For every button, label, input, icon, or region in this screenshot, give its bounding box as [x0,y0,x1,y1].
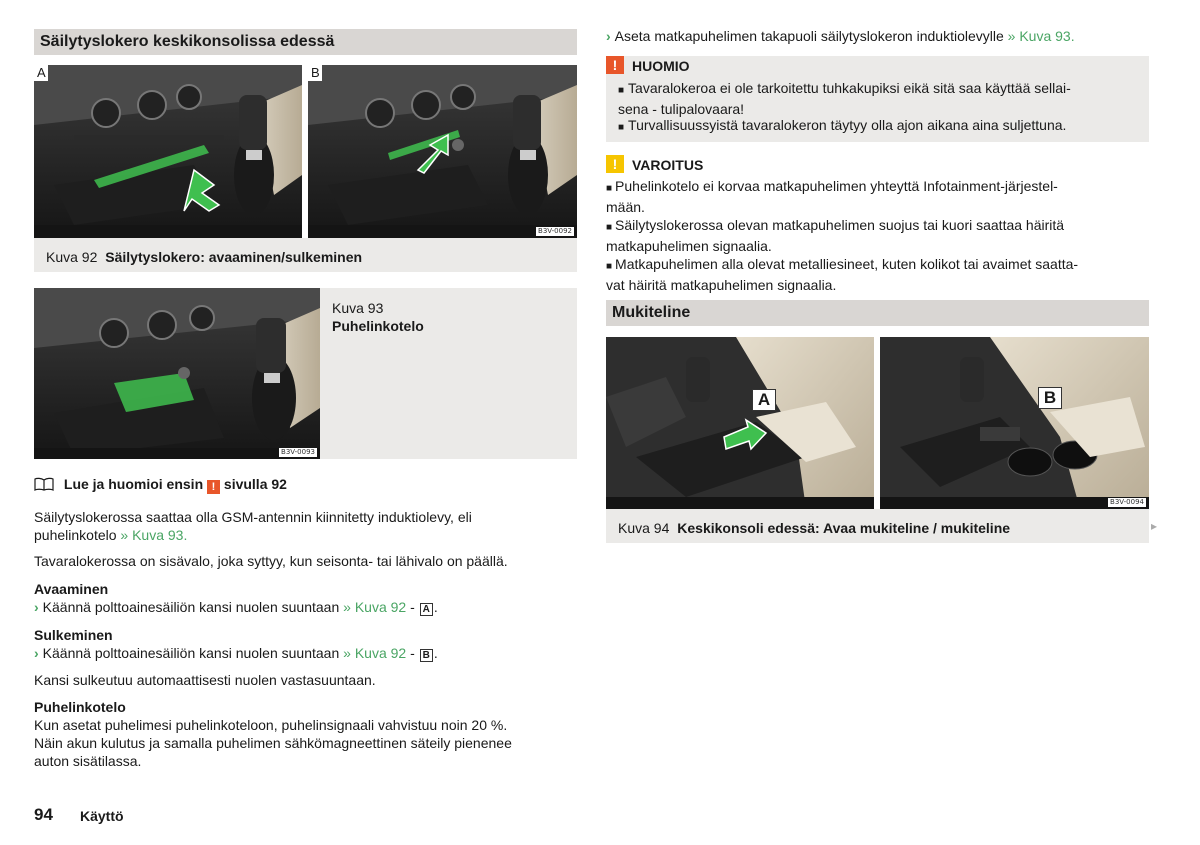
warning-text: Säilytyslokerossa olevan matkapuhelimen suojus tai kuori saattaa häiritä [615,217,1065,233]
step-arrow-icon: › [606,28,611,44]
figure-92-link[interactable]: » Kuva 92 [343,645,407,661]
notice-item [618,79,1143,118]
figure-94-caption [606,509,1149,543]
bullet-icon: ■ [606,183,613,194]
read-first-notice [34,475,577,494]
phone-line-3: auton sisätilassa. [34,753,142,769]
cupholder-photo-b [880,337,1149,509]
warning-text: vat häiritä matkapuhelimen signaalia. [606,277,837,293]
warning-item [606,216,1149,237]
figure-92-panel-a [34,65,302,238]
warning-list [606,177,1149,294]
phone-line-2: Näin akun kulutus ja samalla puhelimen sähkömagneettinen säteily pienenee [34,735,512,751]
heading-opening: Avaaminen [34,581,109,597]
warning-text: Matkapuhelimen alla olevat metalliesineet, kuten kolikot tai avaimet saatta- [615,256,1079,272]
read-first-page: sivulla 92 [223,476,287,492]
figure-label-b: B [311,65,320,80]
figure-94 [606,337,1149,509]
notice-text: Turvallisuussyistä tavaralokeron täytyy olla ajon aikana aina suljettuna. [628,117,1067,133]
bullet-icon: ■ [618,122,625,133]
paragraph-phone-box [34,716,577,770]
warning-text: Puhelinkotelo ei korvaa matkapuhelimen yhteyttä Infotainment-järjestel- [615,178,1058,194]
warning-text: mään. [606,199,645,215]
image-code: B3V-0094 [1110,498,1144,506]
phone-line-1: Kun asetat puhelimesi puhelinkoteloon, puhelinsignaali vahvistuu noin 20 %. [34,717,508,733]
step-closing [34,644,577,662]
figure-93-link[interactable]: » Kuva 93. [1007,28,1075,44]
figure-label-b: B [1038,387,1062,409]
paragraph-auto-close: Kansi sulkeutuu automaattisesti nuolen vastasuuntaan. [34,672,376,688]
page-number: 94 [34,805,53,824]
image-code: B3V-0093 [281,448,315,456]
step-dash: - [410,645,415,661]
figure-label-a: A [752,389,776,411]
heading-phone-box: Puhelinkotelo [34,699,126,715]
step-text: Aseta matkapuhelimen takapuoli säilytyslokeron induktiolevylle [614,28,1004,44]
notice-icon: ! [606,56,624,74]
step-text: Käännä polttoainesäiliön kansi nuolen suuntaan [42,599,340,615]
section-title-cupholder [606,300,1149,326]
step-opening [34,598,577,616]
bullet-icon: ■ [606,261,613,272]
step-text: Käännä polttoainesäiliön kansi nuolen suuntaan [42,645,340,661]
caption-prefix: Kuva 92 [46,249,98,265]
section-title-text: Mukiteline [612,304,691,321]
figure-93-caption-text: Puhelinkotelo [332,318,424,334]
console-photo-a [34,65,302,238]
chapter-name: Käyttö [80,808,124,824]
heading-closing: Sulkeminen [34,627,113,643]
figure-92-panel-b [308,65,577,238]
paragraph-light: Tavaralokerossa on sisävalo, joka syttyy, kun seisonta- tai lähivalo on päällä. [34,553,508,569]
notice-item [618,116,1143,137]
caption-prefix: Kuva 94 [618,520,670,536]
figure-92-link[interactable]: » Kuva 92 [343,599,407,615]
caption-text: Keskikonsoli edessä: Avaa mukiteline / mukiteline [677,520,1011,536]
console-photo-b [308,65,577,238]
step-end: . [433,645,438,661]
figure-93-photo [34,288,320,459]
warning-item [606,177,1149,198]
section-title-text: Säilytyslokero keskikonsolissa edessä [40,33,335,50]
paragraph-induction [34,508,554,544]
notice-text: sena - tulipalovaara! [618,101,745,117]
cupholder-photo-a [606,337,874,509]
phone-box-photo [34,288,320,459]
bullet-icon: ■ [606,222,613,233]
figure-93 [34,288,577,459]
warning-item [606,255,1149,276]
figure-92 [34,65,577,238]
step-insert-phone [606,27,1149,45]
continue-arrow-icon: ▸ [1151,519,1158,533]
warning-title: VAROITUS [632,157,704,173]
figure-93-caption-prefix: Kuva 93 [332,300,384,316]
warning-icon: ! [207,480,220,494]
figure-93-link[interactable]: » Kuva 93. [120,527,188,543]
notice-box [606,56,1149,142]
warning-icon: ! [606,155,624,173]
step-arrow-icon: › [34,599,39,615]
notice-title: HUOMIO [632,58,690,74]
step-end: . [433,599,438,615]
image-code: B3V-0092 [538,227,572,235]
bullet-icon: ■ [618,85,625,96]
notice-text: Tavaralokeroa ei ole tarkoitettu tuhkakupiksi eikä sitä saa käyttää sellai- [628,80,1071,96]
warning-text: matkapuhelimen signaalia. [606,238,772,254]
figure-92-caption [34,238,577,272]
figure-label-a: A [37,65,46,80]
figure-94-panel-b [880,337,1149,509]
step-arrow-icon: › [34,645,39,661]
key-a-badge: A [420,603,433,616]
read-first-text: Lue ja huomioi ensin [63,476,204,492]
caption-text: Säilytyslokero: avaaminen/sulkeminen [105,249,363,265]
paragraph-text: Säilytyslokerossa saattaa olla GSM-antennin kiinnitetty induktiolevy, eli puhelinkotelo [34,509,472,543]
section-title-storage [34,29,577,55]
figure-94-panel-a [606,337,874,509]
key-b-badge: B [420,649,433,662]
book-icon [34,477,54,491]
step-dash: - [410,599,415,615]
